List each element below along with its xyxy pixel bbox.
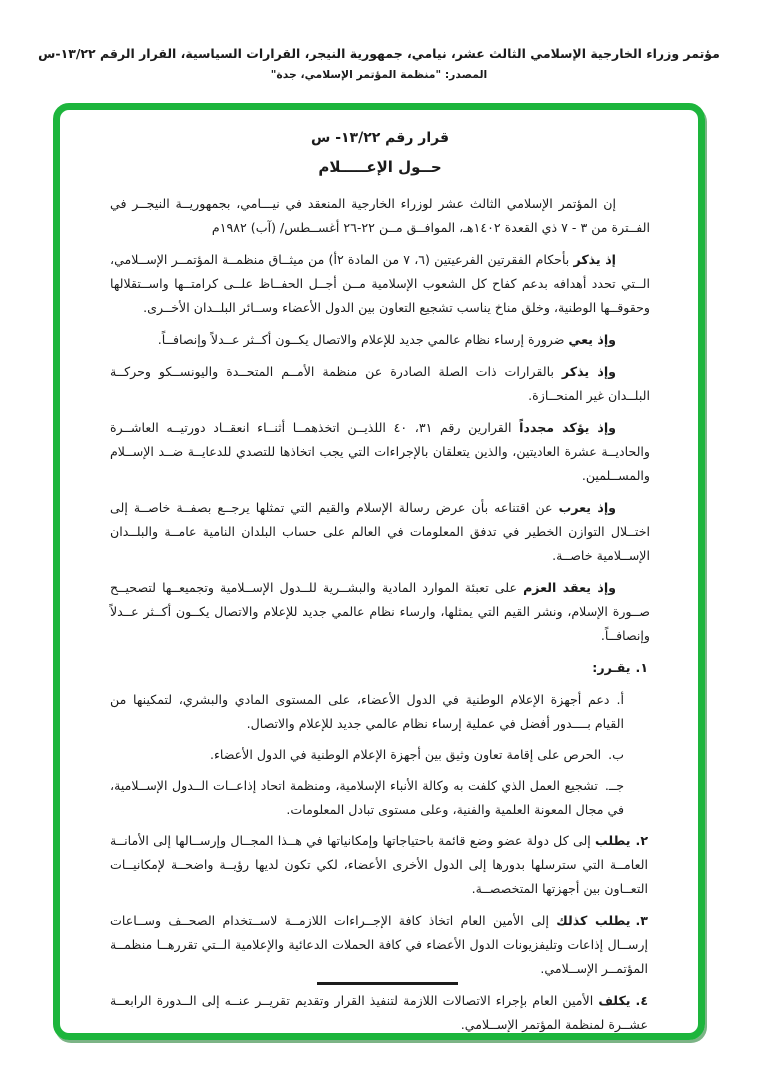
decision-item-lead: يطلب كذلك: [556, 913, 631, 928]
document-body: [110, 126, 650, 1045]
subitem-text: دعم أجهزة الإعلام الوطنية في الدول الأعضاء، على المستوى المادي والبشري، لتمكينها من القيام بــــدور أفضل في عملية إرساء نظام عالمي جديد للإعلام والاتصال.: [110, 692, 624, 731]
preamble-paragraph: [110, 248, 650, 320]
subitem-text: الحرص على إقامة تعاون وثيق بين أجهزة الإعلام الوطنية في الدول الأعضاء.: [209, 747, 602, 762]
decision-item-lead: يقـرر:: [592, 660, 631, 675]
preamble-paragraph: [110, 576, 650, 648]
preamble-lead: وإذ يذكر: [561, 364, 616, 379]
document-source-line: المصدر: "منظمة المؤتمر الإسلامي، جدة": [270, 68, 488, 81]
subitem-text: تشجيع العمل الذي كلفت به وكالة الأنباء الإسلامية، ومنظمة اتحاد إذاعــات الــدول الإســلامية، في مجال المعونة العلمية والفنية، وعلى مستوى تبادل المعلومات.: [110, 778, 624, 817]
decision-item-number: ٤.: [635, 993, 648, 1008]
preamble-lead: وإذ يعقد العزم: [523, 580, 616, 595]
decision-item-number: ٣.: [635, 913, 648, 928]
preamble-lead: وإذ يعرب: [558, 500, 616, 515]
preamble-text: بأحكام الفقرتين الفرعيتين (٦، ٧ من المادة ٢أ) من ميثــاق منظمــة المؤتمــر الإســلامي، الــتي تحدد أهدافه بدعم كفاح كل الشعوب الإسلامية مــن أجــل الحفــاظ علــى كرامتــها واســتقلالها وحقوقــها الوطنية، وخلق مناخ يناسب تشجيع التعاون بين الدول الأعضاء وســائر البلــدان الأخــرى.: [110, 252, 650, 315]
preamble-text: ضرورة إرساء نظام عالمي جديد للإعلام والاتصال يكــون أكــثر عــدلاً وإنصافــاً.: [157, 332, 569, 347]
document-header: [0, 46, 758, 81]
preamble-paragraph: [110, 496, 650, 568]
decision-item-2: [110, 829, 650, 901]
decision-item-3: [110, 909, 650, 981]
preamble-text: على تعبئة الموارد المادية والبشــرية للــدول الإســلامية وتجميعــها لتصحيــح صــورة الإسلام، ونشر القيم التي يمثلها، وارساء نظام عالمي جديد للإعلام والاتصال يكــون أكــثر عــدلاً وإنصافــاً.: [110, 580, 650, 643]
decision-item-number: ١.: [635, 660, 648, 675]
end-of-document-rule: [317, 982, 458, 985]
preamble-text: القرارين رقم ٣١، ٤٠ اللذيــن اتخذهمــا أثنــاء انعقــاد دورتيــه العاشــرة والحاديــة عشرة العاديتين، والذين يتعلقان بالإجراءات التي يجب اتخاذها للتصدي للدعايــة ضــد الإســلام والمســلمين.: [110, 420, 650, 483]
decision-subitem-j: [110, 774, 624, 822]
decision-item-lead: يطلب: [595, 833, 631, 848]
subitem-marker: أ.: [616, 692, 624, 707]
decision-subitem-a: [110, 688, 624, 736]
document-header-line1: مؤتمر وزراء الخارجية الإسلامي الثالث عشر، نيامي، جمهورية النيجر، القرارات السياسية، القرار الرقم ١٣/٢٢-س: [38, 46, 720, 61]
preamble-text: بالقرارات ذات الصلة الصادرة عن منظمة الأمــم المتحــدة واليونســكو وحركــة البلــدان غير المنحــازة.: [110, 364, 650, 403]
decision-item-4: [110, 989, 650, 1037]
preamble-lead: وإذ يؤكد مجدداً: [519, 420, 617, 435]
preamble-lead: إذ يذكر: [573, 252, 616, 267]
subitem-marker: ب.: [608, 747, 624, 762]
preamble-text: عن اقتناعه بأن عرض رسالة الإسلام والقيم التي تمثلها يرجــع بصفــة خاصــة إلى اختــلال التوازن الخطير في تدفق المعلومات في العالم على حساب البلدان النامية عامــة والبلــدان الإســلامية خاصــة.: [110, 500, 650, 563]
resolution-subject-title: حــول الإعـــــلام: [318, 158, 442, 176]
decision-item-text: إلى الأمين العام اتخاذ كافة الإجــراءات اللازمــة لاســتخدام الصحــف وســاعات إرســال إذاعات وتليفزيونات الدول الأعضاء في كافة الحملات الدعائية والإعلامية الــتي تقررهــا منظمــة المؤتمــر الإســلامي.: [110, 913, 648, 976]
preamble-lead: وإذ يعي: [568, 332, 616, 347]
decision-item-text: إلى كل دولة عضو وضع قائمة باحتياجاتها وإمكانياتها في هــذا المجــال وإرســالها إلى الأمانــة العامــة التي سترسلها بدورها إلى الدول الأخرى الأعضاء، لكي تكون لديها رؤيــة واضحــة لإمكانيــات التعــاون بين أجهزتها المتخصصــة.: [110, 833, 648, 896]
resolution-number-title: قرار رقم ١٣/٢٢- س: [311, 130, 449, 146]
intro-paragraph: إن المؤتمر الإسلامي الثالث عشر لوزراء الخارجية المنعقد في نيـــامي، بجمهوريــة النيجــر في الفــترة من ٣ - ٧ ذي القعدة ١٤٠٢هـ، الموافــق مــن ٢٢-٢٦ أغســطس/ (آب) ١٩٨٢م: [110, 196, 650, 235]
subitem-marker: جــ.: [604, 778, 624, 793]
decision-subitem-b: [110, 743, 624, 767]
decision-item-number: ٢.: [635, 833, 648, 848]
decision-item-text: الأمين العام بإجراء الاتصالات اللازمة لتنفيذ القرار وتقديم تقريــر عنــه إلى الــدورة الرابعــة عشــرة لمنظمة المؤتمر الإســلامي.: [110, 993, 648, 1032]
decision-item-1: [110, 656, 650, 680]
preamble-paragraph: [110, 416, 650, 488]
preamble-paragraph: [110, 328, 650, 352]
preamble-paragraph: [110, 360, 650, 408]
decision-item-lead: يكلف: [598, 993, 631, 1008]
